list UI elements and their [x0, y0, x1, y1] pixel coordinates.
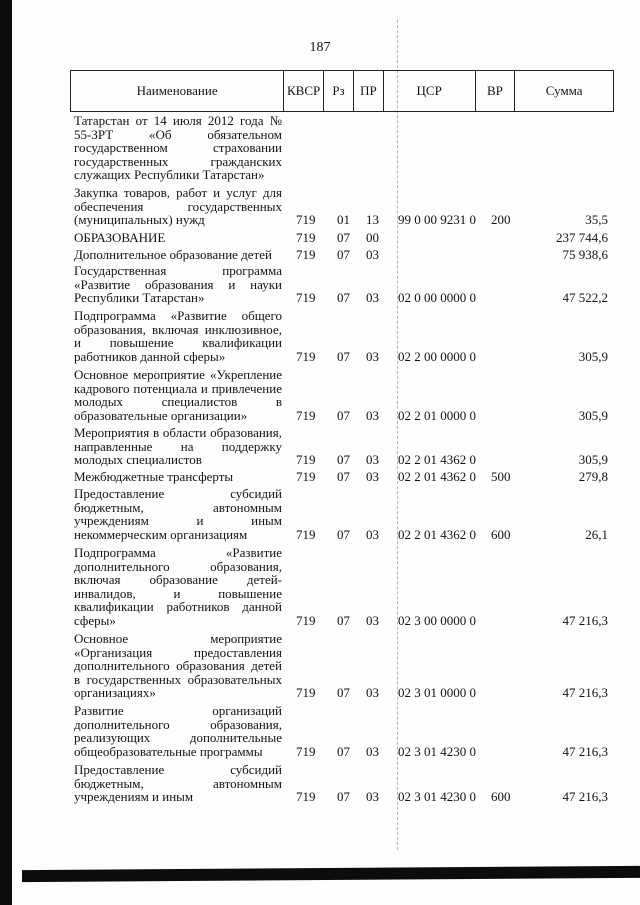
row-sum: 47 216,3 — [562, 744, 608, 760]
row-sum: 305,9 — [578, 349, 608, 365]
header-kvsr: КВСР — [284, 71, 324, 111]
row-sum: 35,5 — [585, 212, 608, 228]
row-kvsr: 719 — [296, 247, 316, 263]
row-rz: 07 — [337, 744, 350, 760]
header-rz: Рз — [324, 71, 354, 111]
row-sum: 279,8 — [578, 469, 608, 485]
header-name: Наименование — [71, 71, 284, 111]
row-kvsr: 719 — [296, 527, 316, 543]
row-sum: 75 938,6 — [562, 247, 608, 263]
row-pr: 03 — [366, 290, 379, 306]
row-pr: 03 — [366, 789, 379, 805]
table-row — [70, 426, 614, 467]
row-sum: 305,9 — [578, 452, 608, 468]
row-pr: 03 — [366, 613, 379, 629]
row-sum: 47 522,2 — [562, 290, 608, 306]
row-name: Подпрограмма «Развитие дополнительного образования, включая образование детей-инвалидов, и повышение квалификации работников данной сферы» — [74, 545, 282, 628]
row-sum: 26,1 — [585, 527, 608, 543]
header-csr: ЦСР — [384, 71, 476, 111]
row-csr: 02 3 01 0000 0 — [398, 685, 476, 701]
row-pr: 00 — [366, 230, 379, 246]
row-kvsr: 719 — [296, 452, 316, 468]
row-csr: 02 3 01 4230 0 — [398, 789, 476, 805]
row-vr: 600 — [491, 789, 511, 805]
row-csr: 99 0 00 9231 0 — [398, 212, 476, 228]
row-rz: 07 — [337, 685, 350, 701]
row-vr: 200 — [491, 212, 511, 228]
row-sum: 47 216,3 — [562, 789, 608, 805]
row-csr: 02 2 00 0000 0 — [398, 349, 476, 365]
row-pr: 03 — [366, 247, 379, 263]
row-name: ОБРАЗОВАНИЕ — [74, 230, 166, 245]
row-name: Подпрограмма «Развитие общего образования, включая инклюзивное, и повышение квалификации работников данной сферы» — [74, 308, 282, 364]
row-name: Мероприятия в области образования, направленные на поддержку молодых специалистов — [74, 425, 282, 468]
row-pr: 03 — [366, 452, 379, 468]
row-rz: 07 — [337, 408, 350, 424]
table-row — [70, 248, 614, 262]
row-pr: 03 — [366, 408, 379, 424]
row-name: Предоставление субсидий бюджетным, автономным учреждениям и иным — [74, 762, 282, 805]
row-name: Татарстан от 14 июля 2012 года № 55-ЗРТ «Об обязательном государственном страховании государственных гражданских служащих Республики Татарстан» — [74, 113, 282, 183]
row-rz: 07 — [337, 452, 350, 468]
table-row — [70, 763, 614, 804]
row-kvsr: 719 — [296, 469, 316, 485]
row-kvsr: 719 — [296, 349, 316, 365]
table-row — [70, 487, 614, 542]
row-kvsr: 719 — [296, 744, 316, 760]
row-kvsr: 719 — [296, 613, 316, 629]
row-rz: 07 — [337, 247, 350, 263]
row-kvsr: 719 — [296, 685, 316, 701]
table-row — [70, 114, 614, 182]
row-rz: 07 — [337, 290, 350, 306]
row-rz: 07 — [337, 469, 350, 485]
row-sum: 47 216,3 — [562, 685, 608, 701]
row-vr: 600 — [491, 527, 511, 543]
row-pr: 03 — [366, 527, 379, 543]
scan-left-edge — [0, 0, 12, 905]
row-sum: 47 216,3 — [562, 613, 608, 629]
row-name: Основное мероприятие «Укрепление кадрового потенциала и привлечение молодых специалистов в образовательные организации» — [74, 367, 282, 423]
row-name: Государственная программа «Развитие образования и науки Республики Татарстан» — [74, 263, 282, 306]
header-sum: Сумма — [545, 83, 583, 98]
row-rz: 07 — [337, 349, 350, 365]
row-pr: 03 — [366, 349, 379, 365]
table-row — [70, 309, 614, 364]
row-sum: 305,9 — [578, 408, 608, 424]
row-csr: 02 0 00 0000 0 — [398, 290, 476, 306]
row-rz: 07 — [337, 613, 350, 629]
row-kvsr: 719 — [296, 230, 316, 246]
table-row — [70, 264, 614, 305]
table-row — [70, 632, 614, 700]
row-csr: 02 2 01 0000 0 — [398, 408, 476, 424]
table-row — [70, 186, 614, 227]
row-vr: 500 — [491, 469, 511, 485]
row-rz: 01 — [337, 212, 350, 228]
row-rz: 07 — [337, 527, 350, 543]
row-csr: 02 3 00 0000 0 — [398, 613, 476, 629]
row-name: Межбюджетные трансферты — [74, 469, 234, 484]
table-row — [70, 368, 614, 423]
row-pr: 03 — [366, 685, 379, 701]
row-name: Развитие организаций дополнительного образования, реализующих дополнительные общеобразовательные программы — [74, 703, 282, 759]
row-name: Дополнительное образование детей — [74, 247, 272, 262]
scan-bottom-edge — [22, 866, 640, 882]
table-row — [70, 546, 614, 628]
row-kvsr: 719 — [296, 290, 316, 306]
row-csr: 02 2 01 4362 0 — [398, 452, 476, 468]
row-kvsr: 719 — [296, 212, 316, 228]
row-kvsr: 719 — [296, 789, 316, 805]
row-csr: 02 3 01 4230 0 — [398, 744, 476, 760]
row-pr: 13 — [366, 212, 379, 228]
table-row — [70, 231, 614, 245]
row-sum: 237 744,6 — [556, 230, 608, 246]
row-name: Основное мероприятие «Организация предоставления дополнительного образования детей в государственных образовательных организациях» — [74, 631, 282, 701]
table-row — [70, 470, 614, 484]
row-rz: 07 — [337, 230, 350, 246]
header-vr: ВР — [476, 71, 516, 111]
table-row — [70, 704, 614, 759]
page-number: 187 — [309, 40, 331, 55]
row-name: Предоставление субсидий бюджетным, автономным учреждениям и иным некоммерческим организациям — [74, 486, 282, 542]
row-rz: 07 — [337, 789, 350, 805]
row-name: Закупка товаров, работ и услуг для обеспечения государственных (муниципальных) нужд — [74, 185, 282, 228]
row-kvsr: 719 — [296, 408, 316, 424]
row-csr: 02 2 01 4362 0 — [398, 469, 476, 485]
row-pr: 03 — [366, 744, 379, 760]
header-pr: ПР — [354, 71, 384, 111]
row-pr: 03 — [366, 469, 379, 485]
row-csr: 02 2 01 4362 0 — [398, 527, 476, 543]
table-header — [70, 70, 614, 112]
